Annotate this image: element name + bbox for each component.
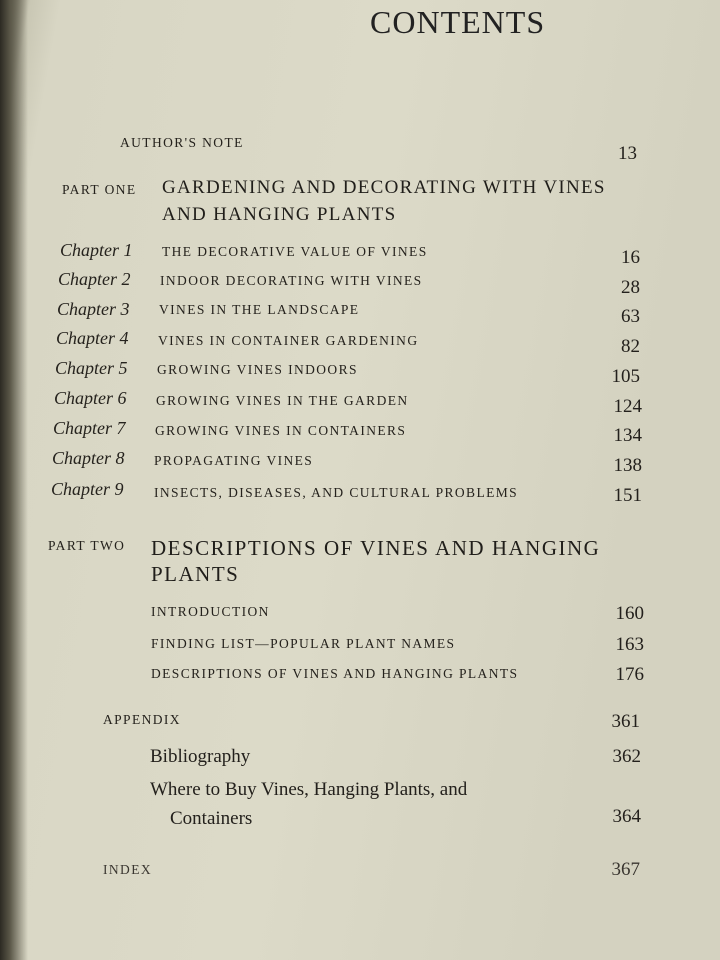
chapter-title: INDOOR DECORATING WITH VINES <box>160 273 423 288</box>
part-two-item-title: INTRODUCTION <box>151 604 270 619</box>
part-two-item-title: FINDING LIST—POPULAR PLANT NAMES <box>151 636 456 651</box>
chapter-number: Chapter 6 <box>54 388 127 408</box>
part-two-item-page: 160 <box>615 603 644 624</box>
chapter-number: Chapter 5 <box>55 358 128 378</box>
chapter-page: 134 <box>613 425 642 446</box>
part-two-label: PART TWO <box>48 538 126 553</box>
index-page: 367 <box>611 859 640 880</box>
chapter-number: Chapter 7 <box>53 418 126 438</box>
chapter-title: GROWING VINES IN THE GARDEN <box>156 393 409 408</box>
appendix-page: 361 <box>611 711 640 732</box>
chapter-title: GROWING VINES IN CONTAINERS <box>155 423 407 438</box>
chapter-page: 105 <box>611 366 640 387</box>
part-two-item-page: 176 <box>615 664 644 685</box>
page-title: CONTENTS <box>370 4 546 40</box>
appendix-item-page: 364 <box>612 806 641 827</box>
chapter-title: THE DECORATIVE VALUE OF VINES <box>162 244 428 259</box>
chapter-number: Chapter 8 <box>52 448 125 468</box>
book-gutter-shadow <box>0 0 28 960</box>
chapter-number: Chapter 9 <box>51 479 124 499</box>
part-two-title-line2: PLANTS <box>151 562 240 586</box>
part-one-title-line2: AND HANGING PLANTS <box>162 204 397 225</box>
chapter-title: VINES IN THE LANDSCAPE <box>159 302 360 317</box>
chapter-title: VINES IN CONTAINER GARDENING <box>158 333 419 348</box>
chapter-number: Chapter 2 <box>58 269 131 289</box>
appendix-item-title-line1: Where to Buy Vines, Hanging Plants, and <box>150 779 468 800</box>
chapter-page: 63 <box>621 306 640 327</box>
part-one-label: PART ONE <box>62 182 137 197</box>
appendix-label: APPENDIX <box>103 712 181 727</box>
appendix-item-title: Bibliography <box>150 746 251 767</box>
chapter-page: 16 <box>621 247 640 268</box>
part-two-item-page: 163 <box>615 634 644 655</box>
chapter-number: Chapter 4 <box>56 328 129 348</box>
appendix-item-page: 362 <box>612 746 641 767</box>
appendix-item-title-line2: Containers <box>170 808 253 829</box>
authors-note-page: 13 <box>618 143 637 164</box>
index-label: INDEX <box>103 862 152 877</box>
chapter-page: 124 <box>613 396 642 417</box>
chapter-page: 82 <box>621 336 640 357</box>
chapter-page: 138 <box>613 455 642 476</box>
part-two-item-title: DESCRIPTIONS OF VINES AND HANGING PLANTS <box>151 666 519 681</box>
chapter-page: 28 <box>621 277 640 298</box>
part-one-title-line1: GARDENING AND DECORATING WITH VINES <box>162 177 606 198</box>
part-two-title-line1: DESCRIPTIONS OF VINES AND HANGING <box>151 536 601 560</box>
chapter-title: GROWING VINES INDOORS <box>157 362 358 377</box>
chapter-number: Chapter 1 <box>60 240 133 260</box>
chapter-title: INSECTS, DISEASES, AND CULTURAL PROBLEMS <box>154 485 519 500</box>
authors-note-label: AUTHOR'S NOTE <box>120 135 244 150</box>
chapter-number: Chapter 3 <box>57 299 130 319</box>
chapter-page: 151 <box>613 485 642 506</box>
chapter-title: PROPAGATING VINES <box>154 453 314 468</box>
